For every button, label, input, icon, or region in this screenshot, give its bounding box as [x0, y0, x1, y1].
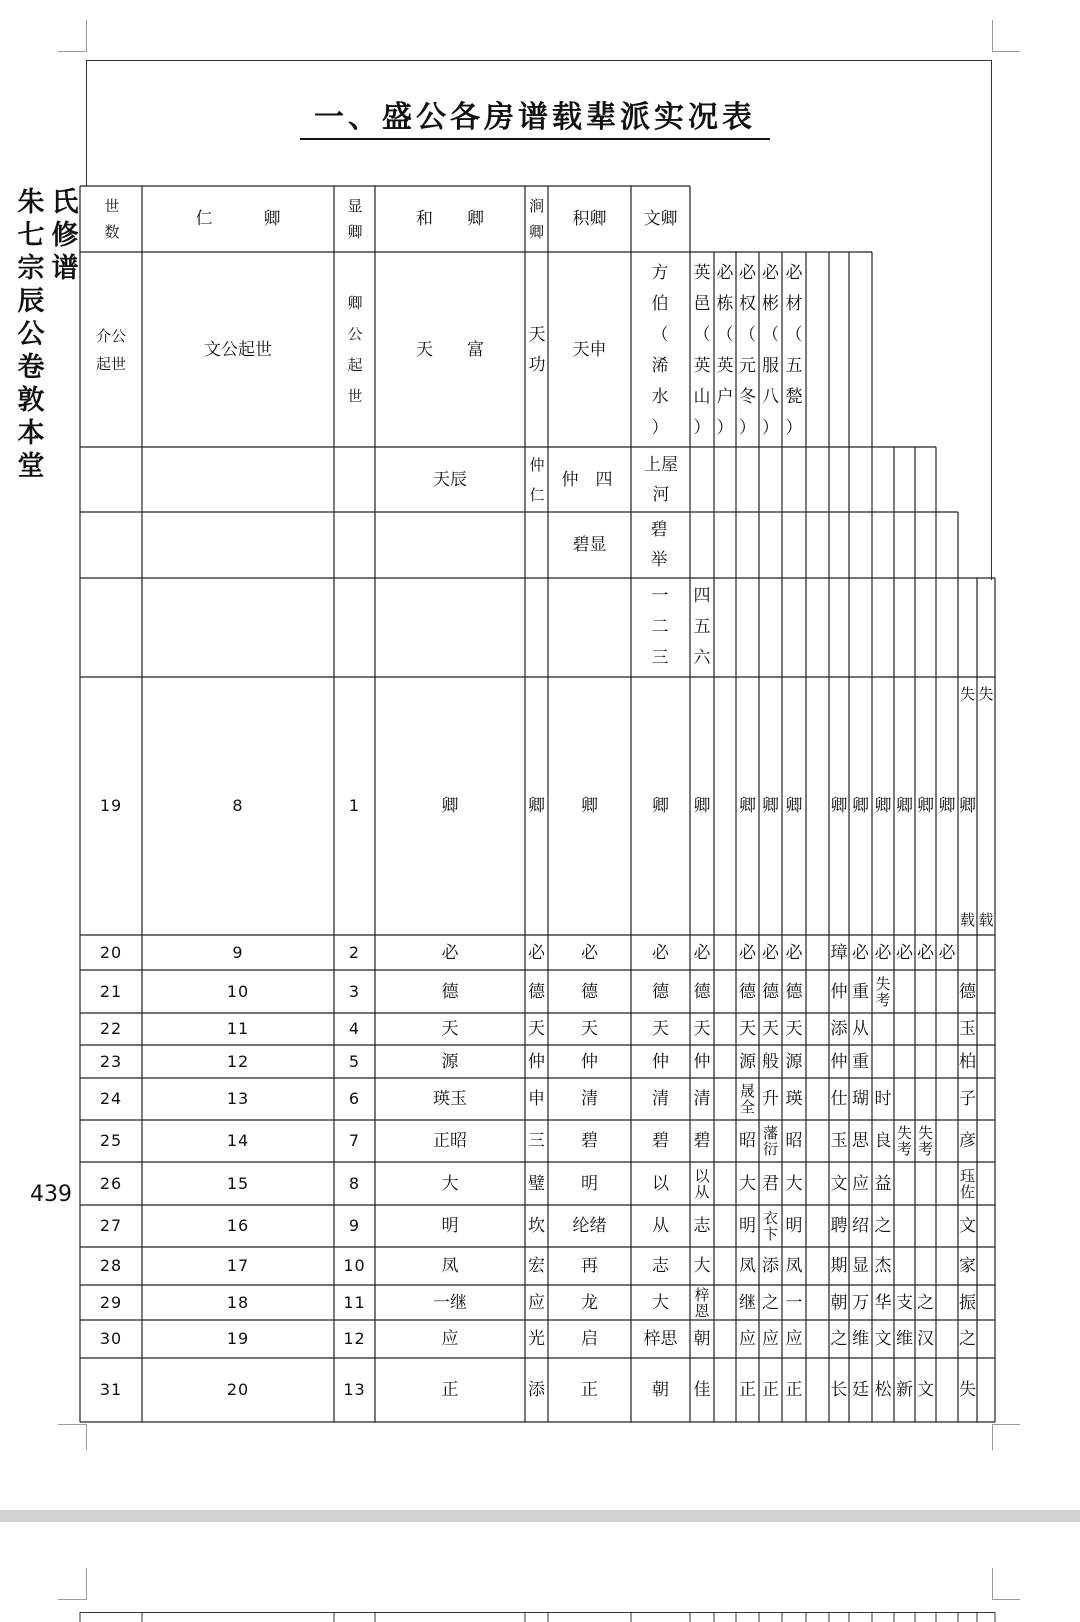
table-cell: 碧 [652, 1131, 669, 1151]
missing-top-1: 失 [959, 685, 975, 703]
table-cell: 10 [343, 1256, 366, 1275]
table-cell: 必 [441, 942, 459, 963]
table-cell: 德 [652, 981, 669, 1002]
table-cell: 龙 [581, 1292, 598, 1313]
table-cell: 晟 全 [739, 1082, 755, 1116]
table-cell: 衣 卞 [762, 1209, 778, 1243]
ancestor-tiangong: 天 功 [528, 325, 546, 375]
table-cell: 仲 [528, 1051, 545, 1072]
table-cell: 文 [874, 1329, 892, 1349]
table-cell: 家 [959, 1256, 976, 1276]
table-cell: 梓 恩 [694, 1285, 710, 1320]
ancestor-qinggong: 卿 公 起 世 [347, 294, 363, 405]
table-cell: 从 [852, 1019, 869, 1039]
table-cell: 时 [874, 1089, 892, 1109]
table-cell: 汉 [917, 1329, 934, 1349]
table-cell: 24 [99, 1089, 123, 1108]
table-cell: 应 [785, 1329, 803, 1349]
table-cell: 明 [581, 1173, 598, 1194]
table-cell: 之 [959, 1329, 976, 1349]
table-cell: 4 [348, 1019, 361, 1038]
ancestor-bibin: 必 彬 （ 服 八 ） [762, 263, 779, 438]
table-cell: 瑚 [852, 1089, 869, 1109]
table-cell: 正 [739, 1380, 756, 1400]
side-title-col2: 氏修谱 [51, 187, 79, 284]
table-cell: 以 从 [694, 1166, 710, 1201]
header-heqing: 和 卿 [416, 209, 484, 229]
table-cell: 益 [874, 1173, 892, 1194]
table-cell: 23 [99, 1051, 123, 1071]
table-cell: 德 [528, 981, 545, 1002]
table-cell: 清 [693, 1089, 711, 1109]
table-cell: 9 [232, 942, 244, 962]
row3-tianchen: 天辰 [433, 469, 467, 490]
table-cell: 德 [959, 981, 976, 1002]
row5-yiersan: 一 二 三 [651, 586, 669, 668]
table-cell: 重 [852, 981, 869, 1002]
table-cell: 21 [99, 981, 123, 1001]
table-cell: 德 [785, 981, 803, 1002]
table-cell: 卿 [652, 796, 669, 816]
table-cell: 卿 [528, 796, 545, 816]
table-cell: 凤 [739, 1256, 756, 1276]
table-cell: 17 [226, 1256, 250, 1275]
table-cell: 大 [652, 1292, 669, 1313]
table-cell: 正 [785, 1380, 803, 1400]
table-cell: 9 [348, 1216, 361, 1235]
row4-bixian: 碧显 [572, 535, 607, 555]
table-cell: 2 [348, 942, 361, 962]
table-cell: 德 [693, 981, 711, 1002]
table-cell: 必 [917, 942, 934, 963]
table-cell: 失 考 [875, 974, 891, 1009]
table-cell: 大 [441, 1173, 459, 1194]
table-cell: 必 [762, 942, 779, 963]
table-cell: 君 [762, 1173, 779, 1194]
table-cell: 3 [348, 981, 361, 1001]
table-cell: 昭 [785, 1131, 803, 1151]
table-cell: 之 [830, 1329, 848, 1349]
table-cell: 5 [348, 1051, 361, 1071]
table-cell: 德 [739, 981, 756, 1002]
table-cell: 坎 [528, 1216, 545, 1236]
missing-bottom-1: 载 [959, 911, 975, 929]
table-cell: 文 [959, 1216, 976, 1236]
table-cell: 瑛玉 [433, 1089, 467, 1109]
table-cell: 仲 [693, 1051, 711, 1072]
table-cell: 清 [581, 1089, 598, 1109]
table-cell: 朝 [693, 1329, 711, 1349]
table-cell: 碧 [581, 1131, 598, 1151]
table-cell: 仲 [581, 1051, 598, 1072]
table-cell: 天 [652, 1019, 669, 1039]
table-cell: 19 [226, 1329, 250, 1348]
header-wenqing: 文卿 [643, 209, 678, 229]
table-cell: 维 [852, 1329, 869, 1349]
table-cell: 正 [441, 1380, 459, 1400]
table-cell: 子 [959, 1089, 976, 1109]
table-cell: 必 [874, 942, 892, 963]
table-cell: 25 [99, 1131, 123, 1150]
table-cell: 瑛 [785, 1089, 803, 1109]
table-cell: 藩 衍 [762, 1124, 778, 1158]
table-cell: 维 [896, 1329, 913, 1349]
table-cell: 玉 [959, 1019, 976, 1039]
table-cell: 11 [226, 1019, 250, 1038]
table-cell: 失 [959, 1380, 976, 1400]
table-cell: 珏 佐 [959, 1166, 975, 1201]
table-cell: 从 [652, 1216, 669, 1236]
table-cell: 仲 [652, 1051, 669, 1072]
table-cell: 大 [739, 1173, 756, 1194]
ancestor-yingyi: 英 邑 （ 英 山 ） [693, 263, 711, 438]
table-cell: 再 [581, 1256, 598, 1276]
table-cell: 卿 [739, 796, 756, 816]
table-cell: 一继 [433, 1292, 467, 1313]
table-cell: 失 考 [917, 1124, 933, 1158]
table-cell: 佳 [693, 1380, 711, 1400]
table-cell: 振 [959, 1292, 976, 1313]
table-cell: 天 [581, 1019, 598, 1039]
table-cell: 必 [896, 942, 913, 963]
table-cell: 大 [693, 1256, 711, 1276]
table-cell: 添 [762, 1256, 779, 1276]
table-cell: 申 [528, 1089, 545, 1109]
table-cell: 梓思 [643, 1329, 678, 1349]
ancestor-jiegong: 介公 起世 [95, 327, 126, 373]
table-cell: 20 [99, 942, 123, 962]
table-cell: 升 [762, 1089, 779, 1109]
table-cell: 天 [441, 1019, 459, 1039]
table-cell: 28 [99, 1256, 123, 1275]
table-cell: 应 [762, 1329, 779, 1349]
table-cell: 源 [785, 1051, 803, 1072]
table-cell: 玉 [830, 1131, 848, 1151]
table-cell: 显 [852, 1256, 869, 1276]
table-cell: 必 [785, 942, 803, 963]
table-cell: 卿 [581, 796, 598, 816]
table-cell: 1 [348, 796, 361, 815]
table-cell: 碧 [693, 1131, 711, 1151]
table-cell: 卿 [874, 796, 892, 816]
table-cell: 卿 [441, 796, 459, 816]
table-cell: 8 [348, 1173, 361, 1193]
header-jianqing: 涧 卿 [528, 197, 544, 241]
table-cell: 卿 [852, 796, 869, 816]
table-cell: 昭 [739, 1131, 756, 1151]
header-jiqing: 积卿 [572, 209, 607, 229]
table-cell: 聘 [830, 1216, 848, 1236]
ancestor-bidong: 必 栋 （ 英 户 ） [716, 263, 734, 438]
table-cell: 万 [852, 1292, 869, 1313]
table-cell: 26 [99, 1173, 123, 1193]
table-cell: 文 [830, 1173, 848, 1194]
table-cell: 重 [852, 1051, 869, 1072]
table-cell: 失 考 [896, 1124, 912, 1158]
row4-biju: 碧 举 [650, 520, 668, 570]
table-cell: 19 [99, 796, 123, 815]
row3-zhongsi: 仲 四 [561, 470, 613, 490]
table-cell: 11 [343, 1292, 366, 1312]
table-cell: 一 [785, 1292, 803, 1313]
table-cell: 德 [581, 981, 598, 1002]
table-cell: 志 [652, 1256, 669, 1276]
table-cell: 29 [99, 1292, 123, 1312]
table-cell: 柏 [959, 1051, 976, 1072]
table-cell: 必 [852, 942, 869, 963]
table-cell: 德 [441, 981, 459, 1002]
table-cell: 添 [830, 1019, 848, 1039]
table-cell: 8 [232, 796, 244, 815]
table-cell: 6 [348, 1089, 361, 1108]
table-cell: 之 [762, 1292, 779, 1313]
ancestor-biquan: 必 权 （ 元 冬 ） [739, 263, 756, 438]
table-cell: 天 [693, 1019, 711, 1039]
table-cell: 正 [581, 1380, 598, 1400]
row3-shangwuhe: 上屋 河 [644, 455, 678, 505]
table-cell: 明 [785, 1216, 803, 1236]
table-cell: 必 [652, 942, 669, 963]
table-cell: 12 [226, 1051, 250, 1071]
table-cell: 10 [226, 981, 250, 1001]
table-cell: 必 [938, 942, 956, 963]
table-cell: 清 [652, 1089, 669, 1109]
table-cell: 13 [226, 1089, 250, 1108]
table-cell: 德 [762, 981, 779, 1002]
table-cell: 明 [441, 1216, 459, 1236]
table-cell: 朝 [830, 1292, 848, 1313]
table-cell: 之 [917, 1292, 934, 1313]
table-cell: 20 [226, 1380, 250, 1399]
header-renqing: 仁 卿 [195, 209, 281, 229]
missing-top-2: 失 [978, 685, 994, 703]
ancestor-tianfu: 天 富 [416, 339, 484, 360]
table-cell: 彦 [959, 1131, 976, 1151]
table-cell: 宏 [528, 1256, 545, 1276]
table-cell: 正 [762, 1380, 779, 1400]
table-cell: 绍 [852, 1216, 869, 1236]
table-cell: 志 [693, 1216, 711, 1236]
table-cell: 明 [739, 1216, 756, 1236]
ancestor-wengong: 文公起世 [204, 339, 272, 360]
table-cell: 凤 [785, 1256, 803, 1276]
ancestor-bicai: 必 材 （ 五 甃 ） [785, 263, 803, 438]
table-cell: 31 [99, 1380, 123, 1399]
table-cell: 16 [226, 1216, 250, 1235]
table-cell: 必 [528, 942, 545, 963]
table-cell: 支 [896, 1292, 913, 1313]
table-cell: 华 [874, 1292, 892, 1313]
table-cell: 继 [739, 1292, 756, 1313]
table-cell: 必 [581, 942, 598, 963]
table-cell: 14 [226, 1131, 250, 1150]
table-cell: 卿 [693, 796, 711, 816]
table-cell: 纶绪 [572, 1216, 607, 1236]
table-cell: 22 [99, 1019, 123, 1038]
table-cell: 应 [739, 1329, 756, 1349]
table-cell: 必 [693, 942, 711, 963]
table-cell: 长 [830, 1380, 848, 1400]
table-cell: 新 [896, 1380, 913, 1400]
page-title: 一、盛公各房谱载辈派实况表 [300, 92, 770, 140]
row5-siwuliu: 四 五 六 [693, 586, 711, 668]
table-cell: 文 [917, 1380, 934, 1400]
table-cell: 应 [852, 1173, 869, 1194]
table-cell: 之 [874, 1216, 892, 1236]
table-cell: 卿 [917, 796, 934, 816]
table-cell: 天 [762, 1019, 779, 1039]
table-cell: 卿 [762, 796, 779, 816]
table-cell: 仲 [830, 981, 848, 1002]
table-cell: 仲 [830, 1051, 848, 1072]
table-cell: 30 [99, 1329, 123, 1348]
table-cell: 璧 [528, 1173, 545, 1194]
table-cell: 良 [874, 1131, 892, 1151]
table-cell: 卿 [830, 796, 848, 816]
table-cell: 三 [528, 1131, 545, 1151]
table-cell: 启 [581, 1329, 598, 1349]
table-cell: 源 [441, 1051, 459, 1072]
table-cell: 天 [739, 1019, 756, 1039]
page-number: 439 [30, 1182, 72, 1207]
table-cell: 天 [785, 1019, 803, 1039]
table-cell: 卿 [959, 796, 976, 816]
table-cell: 15 [226, 1173, 250, 1193]
table-cell: 必 [739, 942, 756, 963]
table-cell: 7 [348, 1131, 361, 1150]
table-cell: 正昭 [433, 1131, 467, 1151]
table-cell: 18 [226, 1292, 250, 1312]
side-title-col1: 朱七宗辰公卷敦本堂 [17, 187, 45, 482]
table-cell: 仕 [830, 1089, 848, 1109]
table-cell: 期 [830, 1256, 848, 1276]
table-cell: 般 [762, 1051, 779, 1072]
table-cell: 卿 [896, 796, 913, 816]
table-cell: 大 [785, 1173, 803, 1194]
table-cell: 杰 [874, 1256, 892, 1276]
table-cell: 源 [739, 1051, 756, 1072]
table-cell: 廷 [852, 1380, 869, 1400]
table-cell: 应 [441, 1329, 459, 1349]
table-cell: 添 [528, 1380, 545, 1400]
table-cell: 27 [99, 1216, 123, 1235]
table-cell: 松 [874, 1380, 892, 1400]
table-cell: 璋 [830, 942, 848, 963]
table-cell: 天 [528, 1019, 545, 1039]
header-shishu: 世 数 [104, 197, 120, 241]
table-cell: 13 [343, 1380, 366, 1399]
table-cell: 应 [528, 1292, 545, 1313]
table-cell: 卿 [785, 796, 803, 816]
table-cell: 凤 [441, 1256, 459, 1276]
ancestor-tianshen: 天申 [572, 339, 607, 360]
table-cell: 卿 [938, 796, 956, 816]
table-cell: 以 [652, 1173, 669, 1194]
table-cell: 光 [528, 1329, 545, 1349]
row3-zhongren: 仲 仁 [529, 456, 545, 504]
table-cell: 朝 [652, 1380, 669, 1400]
header-xianqing: 显 卿 [347, 197, 363, 241]
missing-bottom-2: 载 [978, 911, 994, 929]
table-cell: 12 [343, 1329, 366, 1348]
ancestor-fangbo: 方 伯 （ 浠 水 ） [651, 263, 669, 438]
table-cell: 思 [852, 1131, 869, 1151]
